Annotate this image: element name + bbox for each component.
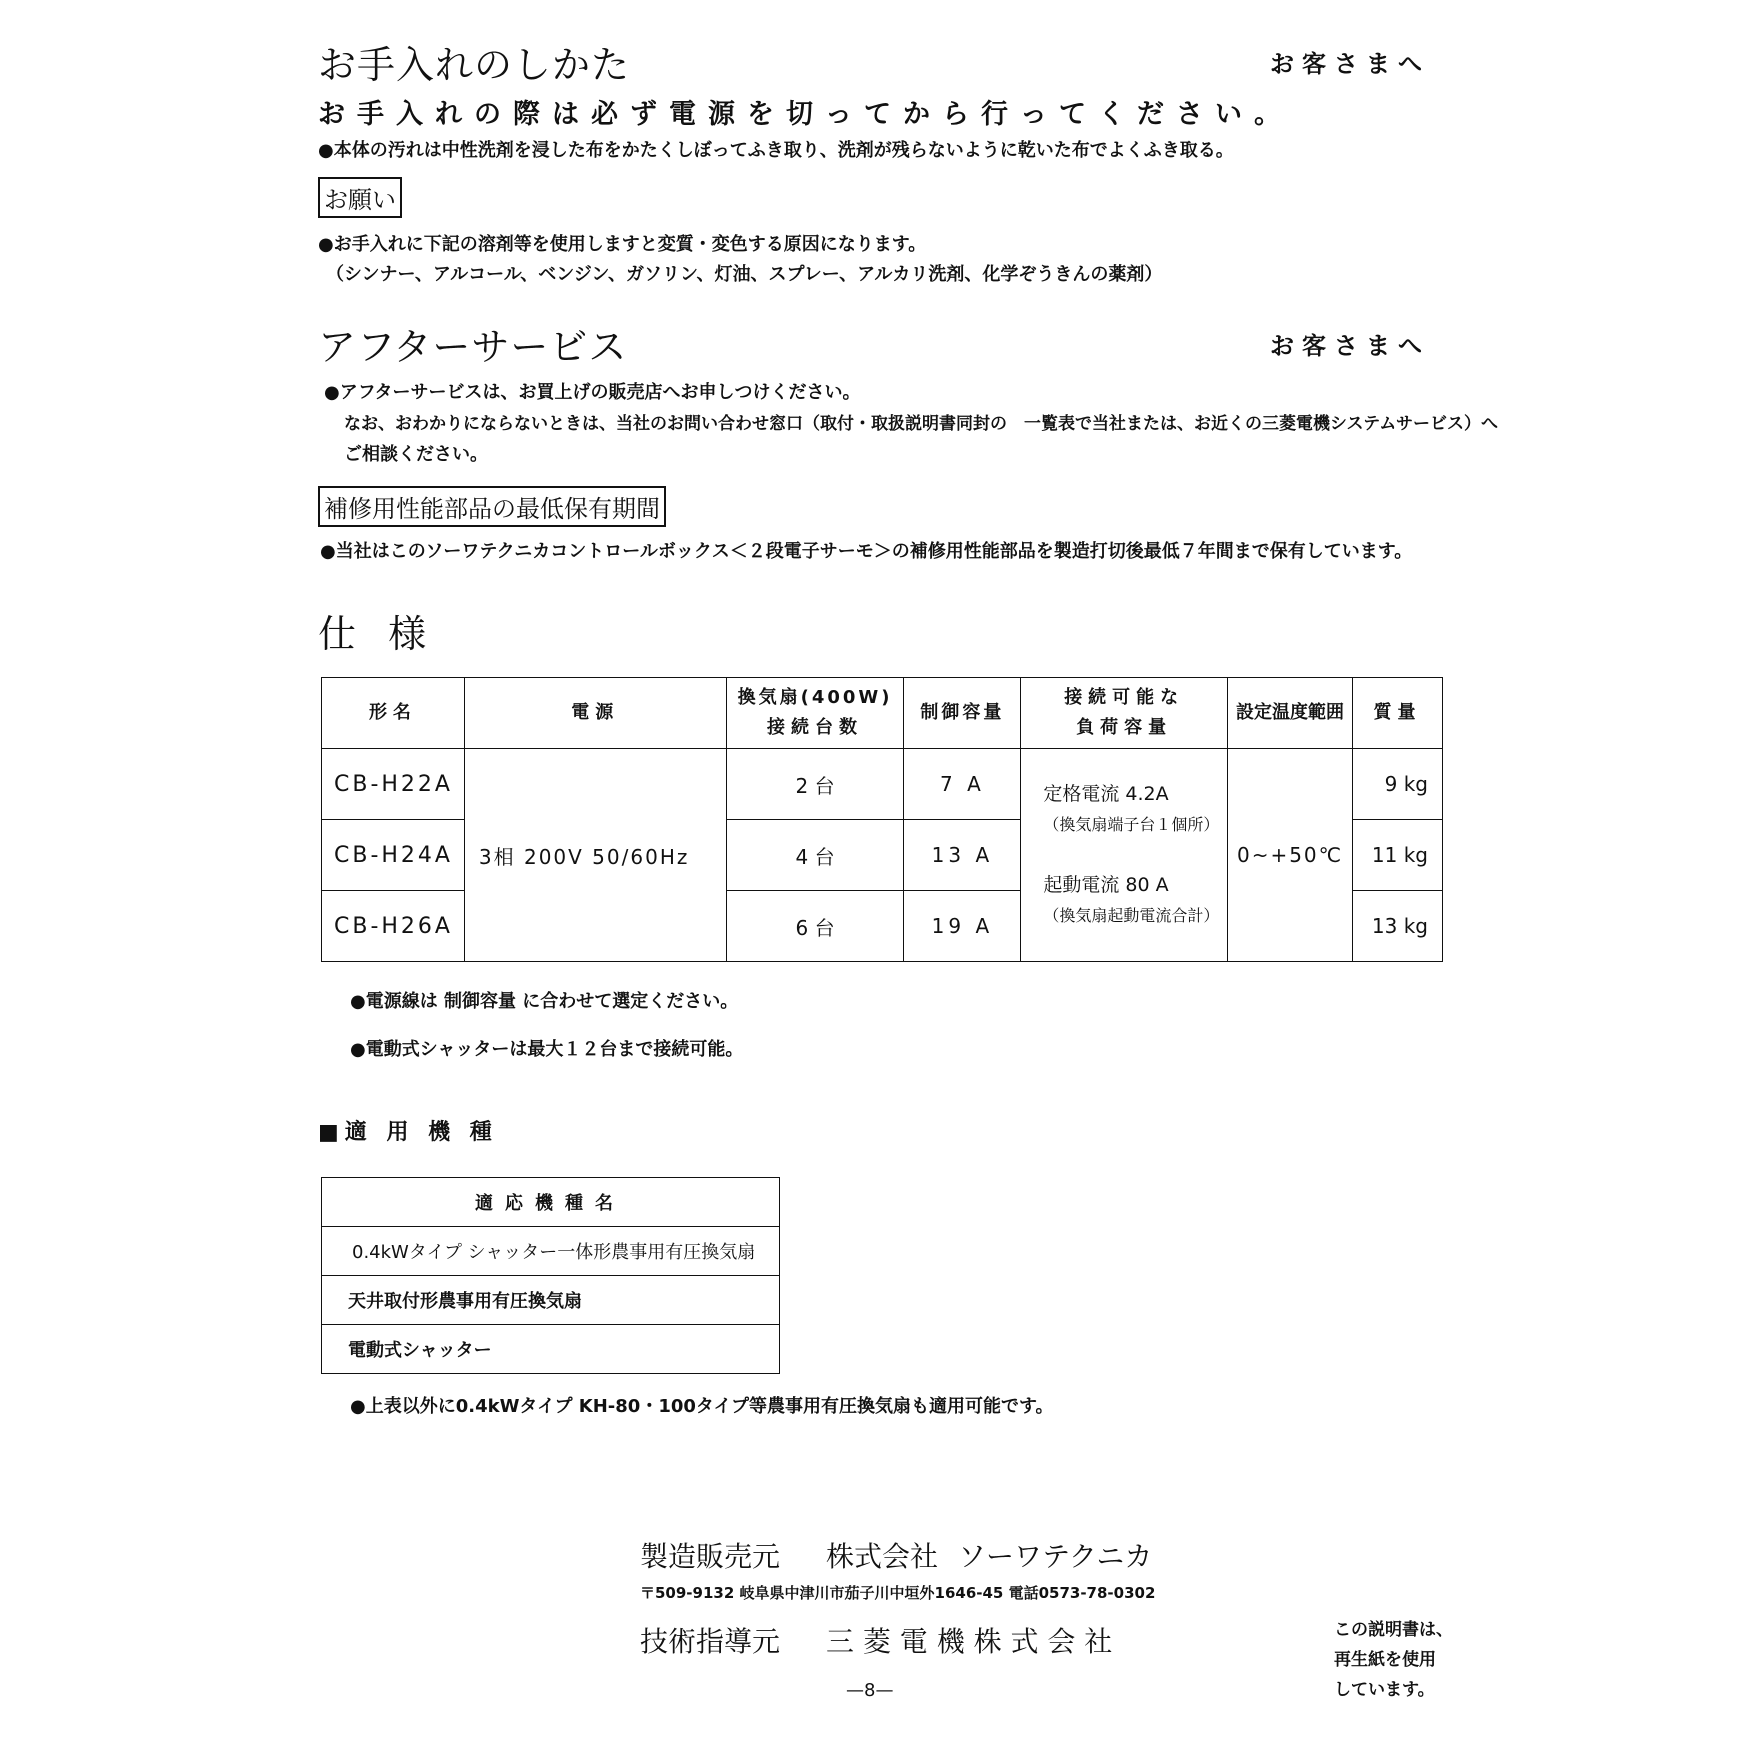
start-current-note: （換気扇起動電流合計） [1043, 906, 1220, 925]
care-caution: ●お手入れに下記の溶剤等を使用しますと変質・変色する原因になります。 [318, 234, 927, 255]
list-item: 天井取付形農事用有圧換気扇 [322, 1276, 780, 1325]
mass-cell: 9 kg [1353, 749, 1443, 820]
header-capacity: 制御容量 [904, 678, 1021, 749]
table-row [322, 749, 1443, 820]
capacity-cell: 19 A [904, 891, 1021, 962]
fans-cell: 6 台 [726, 891, 904, 962]
care-warning: お手入れの際は必ず電源を切ってから行ってください。 [318, 99, 1293, 130]
model-cell: CB-H24A [322, 820, 465, 891]
spec-title: 仕 様 [318, 612, 437, 656]
capacity-cell: 13 A [904, 820, 1021, 891]
maker-address: 〒509-9132 岐阜県中津川市茄子川中垣外1646-45 電話0573-78-0302 [640, 1584, 1156, 1602]
model-cell: CB-H26A [322, 891, 465, 962]
page-number: —8— [846, 1680, 894, 1701]
spec-note-cable: ●電源線は 制御容量 に合わせて選定ください。 [350, 991, 739, 1012]
service-title: アフターサービス [318, 325, 628, 369]
care-note: ●本体の汚れは中性洗剤を浸した布をかたくしぼってふき取り、洗剤が残らないように乾いた布でよくふき取る。 [318, 140, 1234, 161]
service-audience: お客さまへ [1270, 332, 1430, 360]
header-temp: 設定温度範囲 [1228, 678, 1353, 749]
capacity-cell: 7 A [904, 749, 1021, 820]
parts-label: 補修用性能部品の最低保有期間 [318, 486, 666, 527]
care-audience: お客さまへ [1270, 50, 1430, 78]
tech-label: 技術指導元 [640, 1625, 781, 1658]
temp-cell: 0~+50℃ [1228, 749, 1353, 962]
spec-table [321, 677, 1443, 962]
model-cell: CB-H22A [322, 749, 465, 820]
models-header: 適応機種名 [322, 1178, 780, 1227]
header-power: 電源 [464, 678, 726, 749]
maker-label: 製造販売元 [640, 1540, 781, 1573]
mass-cell: 11 kg [1353, 820, 1443, 891]
list-item: 電動式シャッター [322, 1325, 780, 1374]
models-table [321, 1177, 780, 1374]
header-load: 接続可能な 負荷容量 [1021, 678, 1228, 749]
power-cell: 3相 200V 50/60Hz [464, 749, 726, 962]
service-line2: なお、おわかりにならないときは、当社のお問い合わせ窓口（取付・取扱説明書同封の 一覧表で当社または、お近くの三菱電機システムサービス）へ [344, 414, 1498, 434]
spec-note-shutter: ●電動式シャッターは最大１２台まで接続可能。 [350, 1039, 744, 1060]
care-solvents: （シンナー、アルコール、ベンジン、ガソリン、灯油、スプレー、アルカリ洗剤、化学ぞうきんの薬剤） [326, 264, 1163, 285]
header-mass: 質量 [1353, 678, 1443, 749]
spec-header-row [322, 678, 1443, 749]
header-fans: 換気扇(400W) 接続台数 [726, 678, 904, 749]
fans-cell: 2 台 [726, 749, 904, 820]
start-current: 起動電流 80 A [1043, 874, 1169, 896]
recycle-line3: しています。 [1334, 1680, 1435, 1700]
mass-cell: 13 kg [1353, 891, 1443, 962]
tech-name: 三 菱 電 機 株 式 会 社 [826, 1625, 1113, 1658]
fans-cell: 4 台 [726, 820, 904, 891]
maker-name: ソーワテクニカ [958, 1540, 1153, 1573]
models-title: ■適 用 機 種 [318, 1120, 498, 1145]
service-line1: ●アフターサービスは、お買上げの販売店へお申しつけください。 [324, 382, 861, 403]
load-cell [1021, 749, 1228, 962]
care-title: お手入れのしかた [318, 43, 631, 87]
service-line3: ご相談ください。 [344, 444, 488, 465]
rated-current-note: （換気扇端子台１個所） [1043, 815, 1220, 834]
recycle-line1: この説明書は、 [1334, 1620, 1453, 1640]
maker-kind: 株式会社 [826, 1540, 939, 1573]
models-note: ●上表以外に0.4kWタイプ KH-80・100タイプ等農事用有圧換気扇も適用可能です。 [350, 1396, 1054, 1417]
parts-note: ●当社はこのソーワテクニカコントロールボックス＜２段電子サーモ＞の補修用性能部品を製造打切後最低７年間まで保有しています。 [320, 541, 1413, 562]
header-model: 形名 [322, 678, 465, 749]
request-label: お願い [318, 177, 402, 218]
rated-current: 定格電流 4.2A [1043, 783, 1169, 805]
list-item: 0.4kWタイプ シャッター一体形農事用有圧換気扇 [322, 1227, 780, 1276]
recycle-line2: 再生紙を使用 [1334, 1650, 1436, 1670]
